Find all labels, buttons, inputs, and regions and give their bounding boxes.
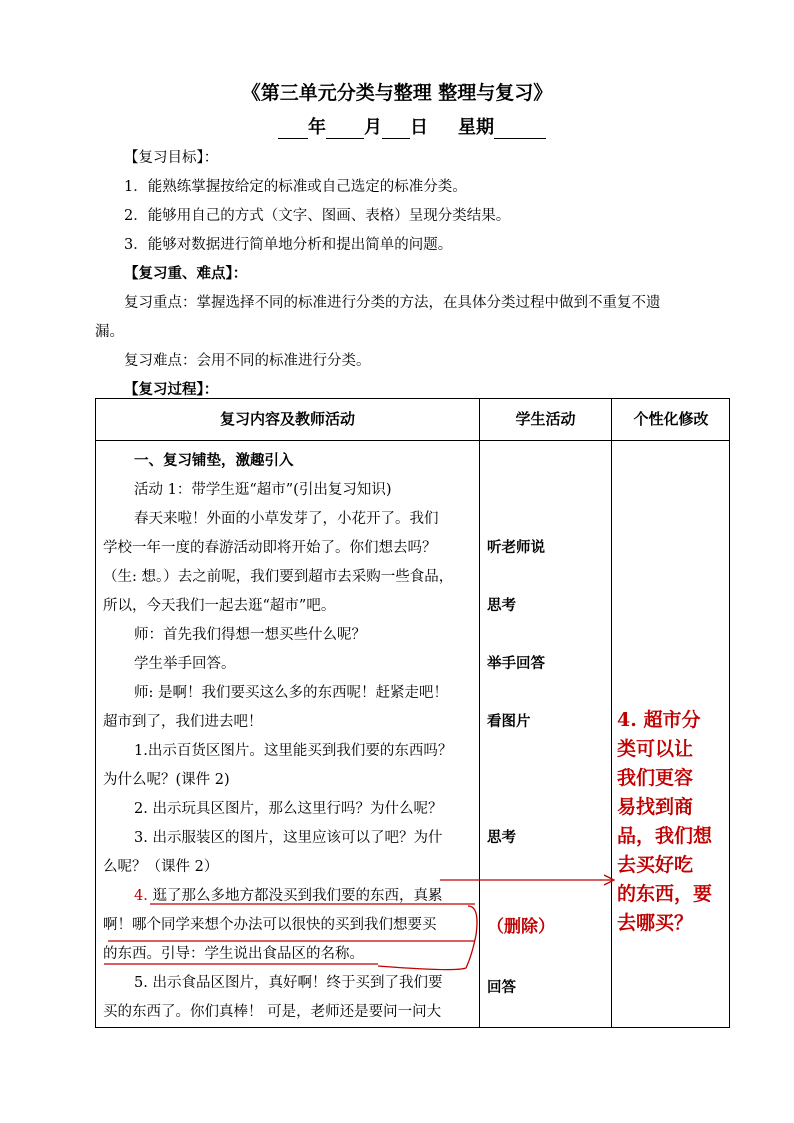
student-activity-deleted: （删除） [487, 917, 555, 937]
content-line: 师: 是啊！我们要买这么多的东西呢！赶紧走吧！ [134, 685, 448, 701]
difficulty-line: 复习难点：会用不同的标准进行分类。 [124, 353, 371, 369]
bracket-mark [378, 906, 477, 970]
page-title: 《第三单元分类与整理 整理与复习》 [241, 82, 553, 104]
item4-number: 4. [134, 888, 148, 904]
content-line: 的东西。引导：学生说出食品区的名称。 [103, 946, 364, 962]
content-line: 所以，今天我们一起去逛“超市”吧。 [103, 598, 336, 614]
goals-heading: 【复习目标】： [124, 150, 219, 166]
goal-item-3: 3．能够对数据进行简单地分析和提出简单的问题。 [124, 237, 453, 253]
header-student-activity: 学生活动 [515, 410, 576, 428]
content-line: （生: 想。）去之前呢，我们要到超市去采购一些食品， [103, 569, 454, 585]
student-activity: 听老师说 [487, 539, 545, 556]
student-activity: 回答 [487, 979, 516, 996]
content-line: 3. 出示服装区的图片，这里应该可以了吧？为什 [134, 830, 443, 846]
content-line: 买的东西了。你们真棒！ 可是，老师还是要问一问大 [103, 1004, 442, 1020]
goal-item-2: 2．能够用自己的方式（文字、图画、表格）呈现分类结果。 [124, 208, 511, 224]
header-revision: 个性化修改 [633, 410, 709, 428]
focus-line-2: 漏。 [95, 324, 124, 340]
content-line: 师：首先我们得想一想买些什么呢？ [134, 627, 366, 643]
content-line: 啊！哪个同学来想个办法可以很快的买到我们想要买 [103, 917, 437, 933]
revision-note: 4. 超市分 类可以让 我们更容 易找到商 品，我们想 去买好吃 的东西，要 去哪买？ [617, 709, 713, 934]
goal-item-1: 1．能熟练掌握按给定的标准或自己选定的标准分类。 [124, 179, 467, 195]
content-line: 春天来啦！外面的小草发芽了，小花开了。我们 [134, 511, 439, 527]
content-line: 么呢？（课件 2） [103, 859, 219, 875]
student-activity: 看图片 [487, 713, 531, 730]
header-content: 复习内容及教师活动 [219, 410, 355, 428]
focus-line-1: 复习重点：掌握选择不同的标准进行分类的方法，在具体分类过程中做到不重复不遗 [124, 295, 661, 311]
student-activity: 思考 [487, 829, 516, 846]
month-label: 月 [364, 117, 382, 138]
content-line: 2. 出示玩具区图片，那么这里行吗？为什么呢？ [134, 801, 443, 817]
keypoints-heading: 【复习重、难点】： [124, 265, 248, 282]
weekday-label: 星期 [458, 117, 494, 138]
content-line: 学校一年一度的春游活动即将开始了。你们想去吗？ [103, 540, 437, 556]
content-line: 1.出示百货区图片。这里能买到我们要的东西吗？ [134, 743, 453, 759]
year-label: 年 [308, 117, 326, 138]
student-activity: 思考 [487, 597, 516, 614]
content-line: 活动 1：带学生逛“超市”(引出复习知识) [134, 482, 392, 498]
student-activity: 举手回答 [487, 655, 545, 672]
content-line: 学生举手回答。 [134, 656, 236, 672]
content-line-item4: 4. 逛了那么多地方都没买到我们要的东西，真累 [134, 888, 443, 904]
process-heading: 【复习过程】： [124, 381, 219, 398]
content-line: 超市到了，我们进去吧！ [103, 714, 263, 730]
content-line: 为什么呢？(课件 2) [103, 772, 230, 788]
day-label: 日 [410, 117, 428, 138]
content-line: 5. 出示食品区图片，真好啊！终于买到了我们要 [134, 975, 443, 991]
content-line: 一、复习铺垫，激趣引入 [134, 452, 294, 469]
